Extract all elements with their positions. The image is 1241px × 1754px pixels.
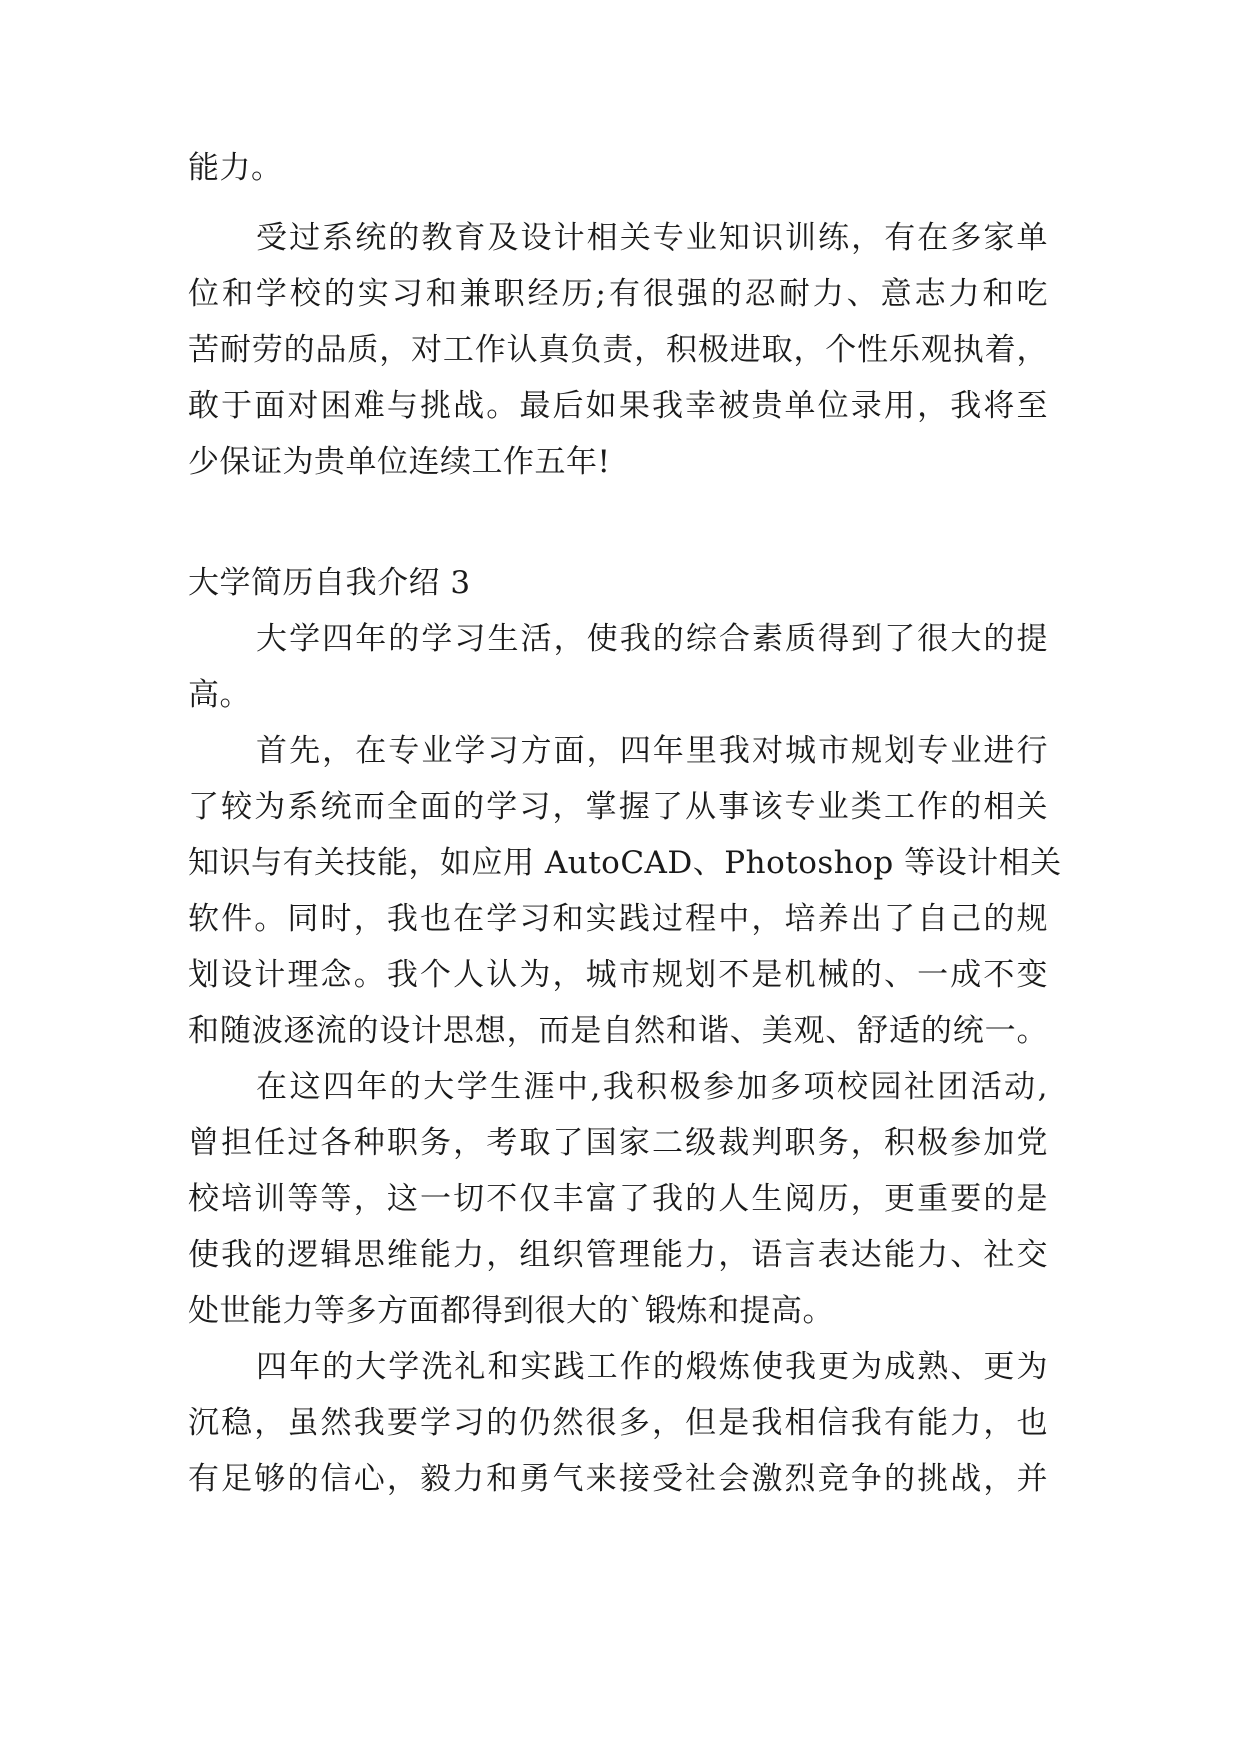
paragraph-line: 和随波逐流的设计思想，而是自然和谐、美观、舒适的统一。 [188,1013,1048,1049]
paragraph-line: 处世能力等多方面都得到很大的`锻炼和提高。 [188,1293,834,1329]
paragraph-line: 首先，在专业学习方面，四年里我对城市规划专业进行 [256,733,1048,769]
paragraph-line: 苦耐劳的品质，对工作认真负责，积极进取，个性乐观执着， [188,332,1048,368]
paragraph-line: 在这四年的大学生涯中,我积极参加多项校园社团活动, [256,1069,1048,1105]
paragraph-line: 大学四年的学习生活，使我的综合素质得到了很大的提 [256,621,1048,657]
paragraph-line: 少保证为贵单位连续工作五年! [188,444,611,480]
paragraph-line: 四年的大学洗礼和实践工作的煅炼使我更为成熟、更为 [256,1349,1048,1385]
paragraph-line: 敢于面对困难与挑战。最后如果我幸被贵单位录用，我将至 [188,388,1048,424]
paragraph-line: 曾担任过各种职务，考取了国家二级裁判职务，积极参加党 [188,1125,1048,1161]
paragraph-line: 软件。同时，我也在学习和实践过程中，培养出了自己的规 [188,901,1048,937]
paragraph-line: 了较为系统而全面的学习，掌握了从事该专业类工作的相关 [188,789,1048,825]
paragraph-line: 校培训等等，这一切不仅丰富了我的人生阅历，更重要的是 [188,1181,1048,1217]
paragraph-line: 位和学校的实习和兼职经历;有很强的忍耐力、意志力和吃 [188,276,1048,312]
paragraph-line: 受过系统的教育及设计相关专业知识训练，有在多家单 [256,220,1048,256]
paragraph-line: 有足够的信心，毅力和勇气来接受社会激烈竞争的挑战，并 [188,1461,1048,1497]
paragraph-line: 知识与有关技能，如应用 AutoCAD、Photoshop 等设计相关 [188,845,1062,881]
paragraph-line: 使我的逻辑思维能力，组织管理能力，语言表达能力、社交 [188,1237,1048,1273]
paragraph-line: 能力。 [188,150,283,186]
section-heading: 大学简历自我介绍 3 [188,565,471,601]
paragraph-line: 沉稳，虽然我要学习的仍然很多，但是我相信我有能力，也 [188,1405,1048,1441]
paragraph-line: 划设计理念。我个人认为，城市规划不是机械的、一成不变 [188,957,1048,993]
paragraph-line: 高。 [188,677,251,713]
